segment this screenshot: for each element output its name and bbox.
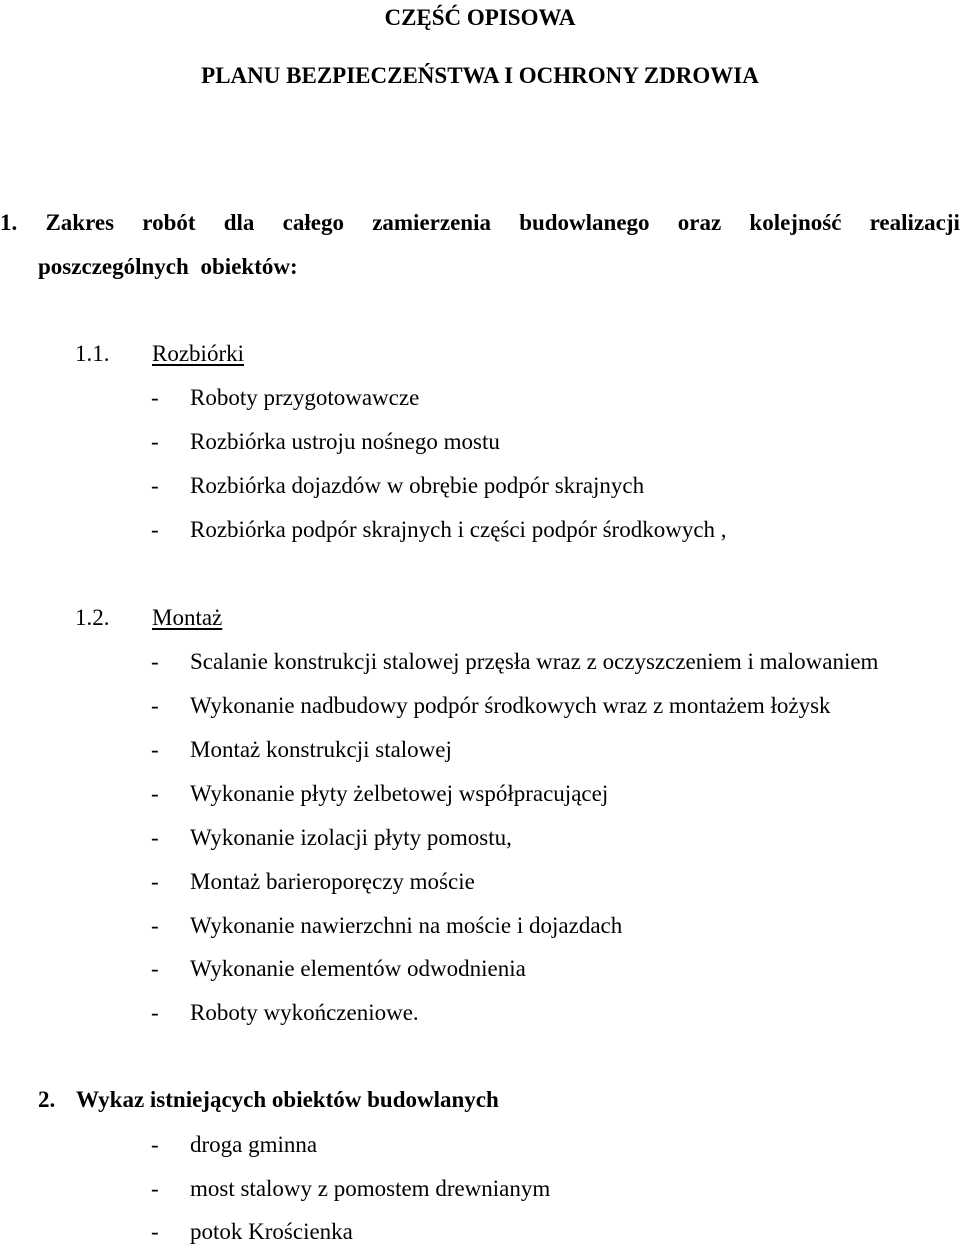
- section1-heading-word: realizacji: [869, 210, 960, 235]
- list-dash: -: [151, 913, 159, 938]
- list-dash: -: [151, 1176, 159, 1201]
- list-item-text: Roboty przygotowawcze: [190, 385, 420, 410]
- section1-heading-word: 1.: [0, 210, 18, 235]
- subsection-label: Rozbiórki: [152, 341, 244, 366]
- section1-heading-word: kolejność: [749, 210, 842, 235]
- document-title-line2: PLANU BEZPIECZEŃSTWA I OCHRONY ZDROWIA: [201, 63, 759, 88]
- list-dash: -: [151, 869, 159, 894]
- list-dash: -: [151, 385, 159, 410]
- list-item-text: Wykonanie elementów odwodnienia: [190, 956, 526, 981]
- list-dash: -: [151, 517, 159, 542]
- section2-number: 2.: [38, 1087, 56, 1112]
- section1-heading-line2: poszczególnych obiektów:: [38, 254, 298, 279]
- list-dash: -: [151, 825, 159, 850]
- list-dash: -: [151, 737, 159, 762]
- list-item-text: most stalowy z pomostem drewnianym: [190, 1176, 551, 1201]
- list-item-text: potok Krościenka: [190, 1219, 353, 1244]
- section2-heading-text: Wykaz istniejących obiektów budowlanych: [76, 1087, 499, 1112]
- list-dash: -: [151, 1132, 159, 1157]
- list-item-text: Wykonanie nadbudowy podpór środkowych wraz z montażem łożysk: [190, 693, 831, 718]
- list-item-text: Scalanie konstrukcji stalowej przęsła wraz z oczyszczeniem i malowaniem: [190, 649, 879, 674]
- list-dash: -: [151, 1000, 159, 1025]
- section1-heading-word: całego: [282, 210, 344, 235]
- subsection-label: Montaż: [152, 605, 223, 630]
- subsection-number: 1.2.: [75, 605, 110, 630]
- list-dash: -: [151, 956, 159, 981]
- list-dash: -: [151, 693, 159, 718]
- list-item-text: Wykonanie izolacji płyty pomostu,: [190, 825, 512, 850]
- section2-heading: [38, 1085, 499, 1115]
- list-dash: -: [151, 429, 159, 454]
- list-item-text: Rozbiórka ustroju nośnego mostu: [190, 429, 500, 454]
- list-dash: -: [151, 473, 159, 498]
- list-item-text: droga gminna: [190, 1132, 318, 1157]
- list-item-text: Rozbiórka dojazdów w obrębie podpór skrajnych: [190, 473, 645, 498]
- section1-heading-line1: [0, 208, 960, 238]
- list-dash: -: [151, 649, 159, 674]
- section1-heading-word: budowlanego: [519, 210, 650, 235]
- list-item-text: Montaż barieroporęczy moście: [190, 869, 475, 894]
- list-item-text: Montaż konstrukcji stalowej: [190, 737, 452, 762]
- document-title-line1: CZĘŚĆ OPISOWA: [384, 5, 576, 30]
- section1-heading-word: robót: [142, 210, 196, 235]
- list-dash: -: [151, 1219, 159, 1244]
- section1-heading-word: dla: [223, 210, 255, 235]
- list-item-text: Wykonanie nawierzchni na moście i dojazdach: [190, 913, 623, 938]
- section1-heading-word: oraz: [677, 210, 722, 235]
- list-dash: -: [151, 781, 159, 806]
- subsection-1-2-heading: [75, 603, 475, 633]
- list-item-text: Wykonanie płyty żelbetowej współpracującej: [190, 781, 609, 806]
- subsection-number: 1.1.: [75, 341, 110, 366]
- section1-heading-word: Zakres: [45, 210, 115, 235]
- list-item-text: Roboty wykończeniowe.: [190, 1000, 419, 1025]
- section1-heading-word: zamierzenia: [372, 210, 491, 235]
- list-item-text: Rozbiórka podpór skrajnych i części podpór środkowych ,: [190, 517, 727, 542]
- subsection-1-1-heading: [75, 339, 475, 369]
